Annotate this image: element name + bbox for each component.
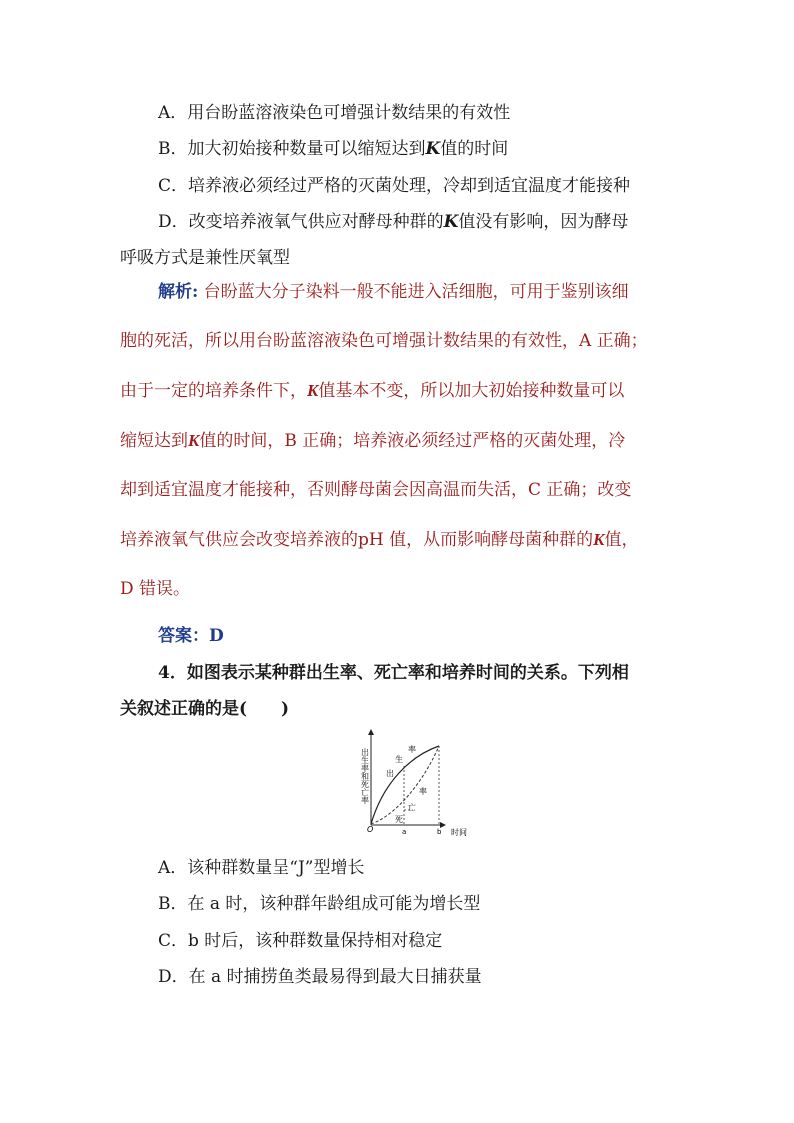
y-axis-label: 出生率和死亡率 <box>360 748 370 804</box>
answer <box>158 621 224 646</box>
explanation-text-3a: 由于一定的培养条件下， <box>120 381 307 401</box>
q3-option-d <box>158 207 628 232</box>
explanation-line-1 <box>120 268 680 317</box>
q3-option-d-pre: D．改变培养液氧气供应对酵母种群的 <box>158 212 444 232</box>
q3-option-b <box>158 134 508 159</box>
death-label-char-2: 亡 <box>408 803 416 812</box>
explanation-label: 解析: <box>158 282 199 302</box>
birth-death-rate-chart <box>355 728 485 838</box>
explanation-line-7: D 错误。 <box>120 579 191 599</box>
x-tick-a: a <box>402 828 407 836</box>
explanation-k-3: K <box>307 381 319 400</box>
death-label-char-3: 率 <box>419 787 427 796</box>
explanation-k-6: K <box>593 530 605 549</box>
origin-label: O <box>367 825 374 834</box>
answer-value: D <box>209 626 224 646</box>
explanation-line-2: 胞的死活，所以用台盼蓝溶液染色可增强计数结果的有效性，A 正确； <box>120 331 648 351</box>
explanation-line-6 <box>120 515 680 565</box>
answer-label: 答案： <box>158 626 209 646</box>
birth-label-char-1: 出 <box>386 769 394 778</box>
explanation-text-3b: 值基本不变，所以加大初始接种数量可以 <box>318 381 625 401</box>
q4-stem-line-1: 4．如图表示某种群出生率、死亡率和培养时间的关系。下列相 <box>158 663 629 683</box>
explanation-text-6a: 培养液氧气供应会改变培养液的pH 值，从而影响酵母菌种群的 <box>120 530 594 550</box>
birth-label-char-2: 生 <box>395 755 403 764</box>
q3-option-b-pre: B．加大初始接种数量可以缩短达到 <box>158 139 426 159</box>
birth-rate-curve <box>371 746 439 824</box>
explanation <box>120 268 680 614</box>
explanation-line-4 <box>120 416 680 466</box>
explanation-text-6b: 值， <box>604 530 639 550</box>
q3-option-d-continued: 呼吸方式是兼性厌氧型 <box>120 248 290 268</box>
q4-option-b: B．在 a 时，该种群年龄组成可能为增长型 <box>158 894 481 914</box>
q4-option-d: D．在 a 时捕捞鱼类最易得到最大日捕获量 <box>158 967 482 987</box>
explanation-k-4: K <box>188 431 200 450</box>
q3-option-b-post: 值的时间 <box>440 139 509 159</box>
birth-label-char-3: 率 <box>408 745 416 754</box>
explanation-text-4a: 缩短达到 <box>120 431 188 451</box>
q3-option-c: C．培养液必须经过严格的灭菌处理，冷却到适宜温度才能接种 <box>158 176 631 196</box>
q4-option-a: A．该种群数量呈“J”型增长 <box>158 858 365 878</box>
death-rate-curve <box>371 746 439 824</box>
q4-option-c: C．b 时后，该种群数量保持相对稳定 <box>158 931 443 951</box>
explanation-text-4b: 值的时间，B 正确；培养液必须经过严格的灭菌处理，冷 <box>199 431 626 451</box>
explanation-text-1: 台盼蓝大分子染料一般不能进入活细胞，可用于鉴别该细 <box>198 282 629 302</box>
q3-option-d-k: K <box>443 212 459 232</box>
q4-stem-line-2: 关叙述正确的是( ) <box>120 699 290 719</box>
x-tick-b: b <box>437 828 442 836</box>
q3-option-a: A．用台盼蓝溶液染色可增强计数结果的有效性 <box>158 103 511 123</box>
q3-option-b-k: K <box>425 139 441 159</box>
x-axis-label: 时间 <box>451 828 467 837</box>
explanation-line-5: 却到适宜温度才能接种，否则酵母菌会因高温而失活，C 正确；改变 <box>120 480 632 500</box>
q3-option-d-post: 值没有影响，因为酵母 <box>458 212 629 232</box>
death-label-char-1: 死 <box>395 815 403 824</box>
explanation-line-3 <box>120 366 680 416</box>
